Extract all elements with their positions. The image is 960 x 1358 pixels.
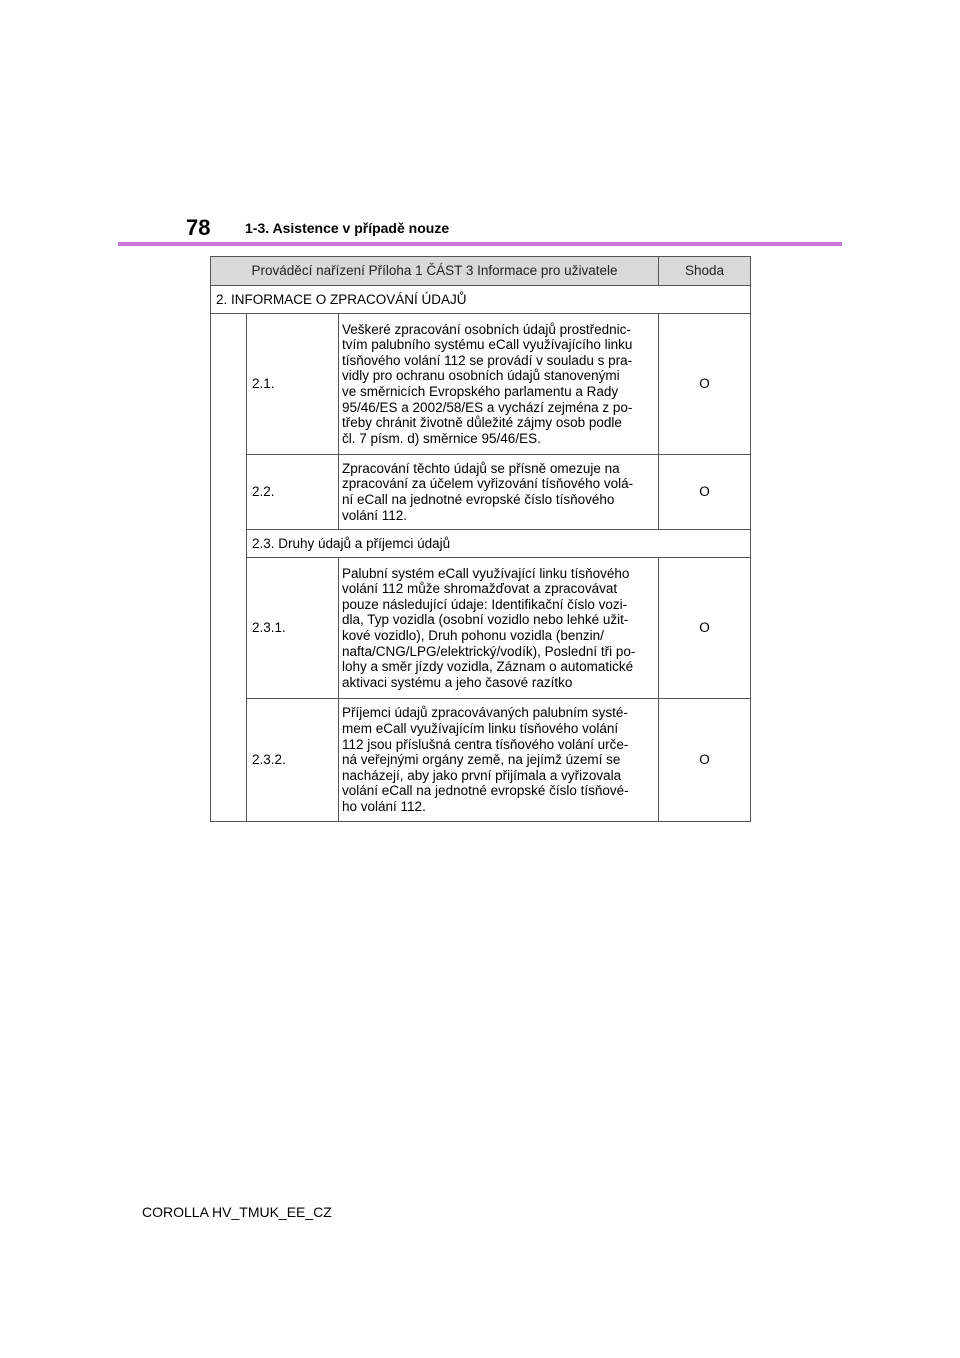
text-line: vidly pro ochranu osobních údajů stanovenými xyxy=(342,368,620,384)
text-line: lohy a směr jízdy vozidla, Záznam o automatické xyxy=(342,659,634,675)
table-row xyxy=(211,558,751,699)
text-line: tísňového volání 112 se provádí v souladu s pra- xyxy=(342,352,633,368)
row-text xyxy=(339,314,659,455)
indent-cell xyxy=(211,314,247,822)
text-line: čl. 7 písm. d) směrnice 95/46/ES. xyxy=(342,430,541,446)
compliance-mark: O xyxy=(659,699,751,822)
text-line: ná veřejnými orgány země, na jejímž území se xyxy=(342,752,621,768)
text-line: zpracování za účelem vyřizování tísňového volá- xyxy=(342,476,634,492)
section-title: 1-3. Asistence v případě nouze xyxy=(245,220,450,236)
row-number: 2.3.1. xyxy=(247,558,339,699)
header-rule xyxy=(118,242,842,246)
text-line: volání 112. xyxy=(342,507,408,523)
text-line: Zpracování těchto údajů se přísně omezuje na xyxy=(342,460,620,476)
table-row xyxy=(211,455,751,530)
section-heading: 2. INFORMACE O ZPRACOVÁNÍ ÚDAJŮ xyxy=(211,286,751,314)
row-text xyxy=(339,558,659,699)
text-line: ve směrnicích Evropského parlamentu a Rady xyxy=(342,384,619,399)
column-header-regulation: Prováděcí nařízení Příloha 1 ČÁST 3 Informace pro uživatele xyxy=(211,257,659,286)
compliance-mark: O xyxy=(659,455,751,530)
text-line: 112 jsou příslušná centra tísňového volání urče- xyxy=(342,736,629,752)
text-line: třeby chránit životně důležité zájmy osob podle xyxy=(342,415,622,431)
row-number: 2.3.2. xyxy=(247,699,339,822)
subsection-heading: 2.3. Druhy údajů a příjemci údajů xyxy=(247,530,751,558)
text-line: mem eCall využívajícím linku tísňového volání xyxy=(342,721,619,737)
text-line: nacházejí, aby jako první přijímala a vyřizovala xyxy=(342,767,622,783)
row-text xyxy=(339,699,659,822)
section-heading-row xyxy=(211,286,751,314)
table-row xyxy=(211,314,751,455)
row-number: 2.2. xyxy=(247,455,339,530)
text-line: volání 112 může shromažďovat a zpracovávat xyxy=(342,581,618,597)
text-line: nafta/CNG/LPG/elektrický/vodík), Poslední tři po- xyxy=(342,643,636,659)
page-number: 78 xyxy=(186,215,211,240)
text-line: Veškeré zpracování osobních údajů prostřednic- xyxy=(342,321,631,337)
column-header-compliance: Shoda xyxy=(659,257,751,286)
row-number: 2.1. xyxy=(247,314,339,455)
text-line: tvím palubního systému eCall využívajícího linku xyxy=(342,337,633,353)
text-line: dla, Typ vozidla (osobní vozidlo nebo lehké užit- xyxy=(342,612,629,628)
text-line: Příjemci údajů zpracovávaných palubním systé- xyxy=(342,705,628,721)
table-header-row xyxy=(211,257,751,286)
text-line: volání eCall na jednotné evropské číslo tísňové- xyxy=(342,783,629,799)
compliance-mark: O xyxy=(659,314,751,455)
text-line: ní eCall na jednotné evropské číslo tísňového xyxy=(342,492,615,507)
subsection-heading-row xyxy=(211,530,751,558)
text-line: ho volání 112. xyxy=(342,798,426,814)
row-text xyxy=(339,455,659,530)
text-line: kové vozidlo), Druh pohonu vozidla (benzin/ xyxy=(342,628,604,643)
text-line: pouze následující údaje: Identifikační číslo vozi- xyxy=(342,596,628,612)
compliance-mark: O xyxy=(659,558,751,699)
text-line: aktivaci systému a jeho časové razítko xyxy=(342,674,573,690)
table-row xyxy=(211,699,751,822)
text-line: 95/46/ES a 2002/58/ES a vychází zejména z po- xyxy=(342,399,633,415)
footer-document-code: COROLLA HV_TMUK_EE_CZ xyxy=(142,1204,332,1220)
regulation-table xyxy=(210,256,751,822)
text-line: Palubní systém eCall využívající linku tísňového xyxy=(342,565,630,581)
